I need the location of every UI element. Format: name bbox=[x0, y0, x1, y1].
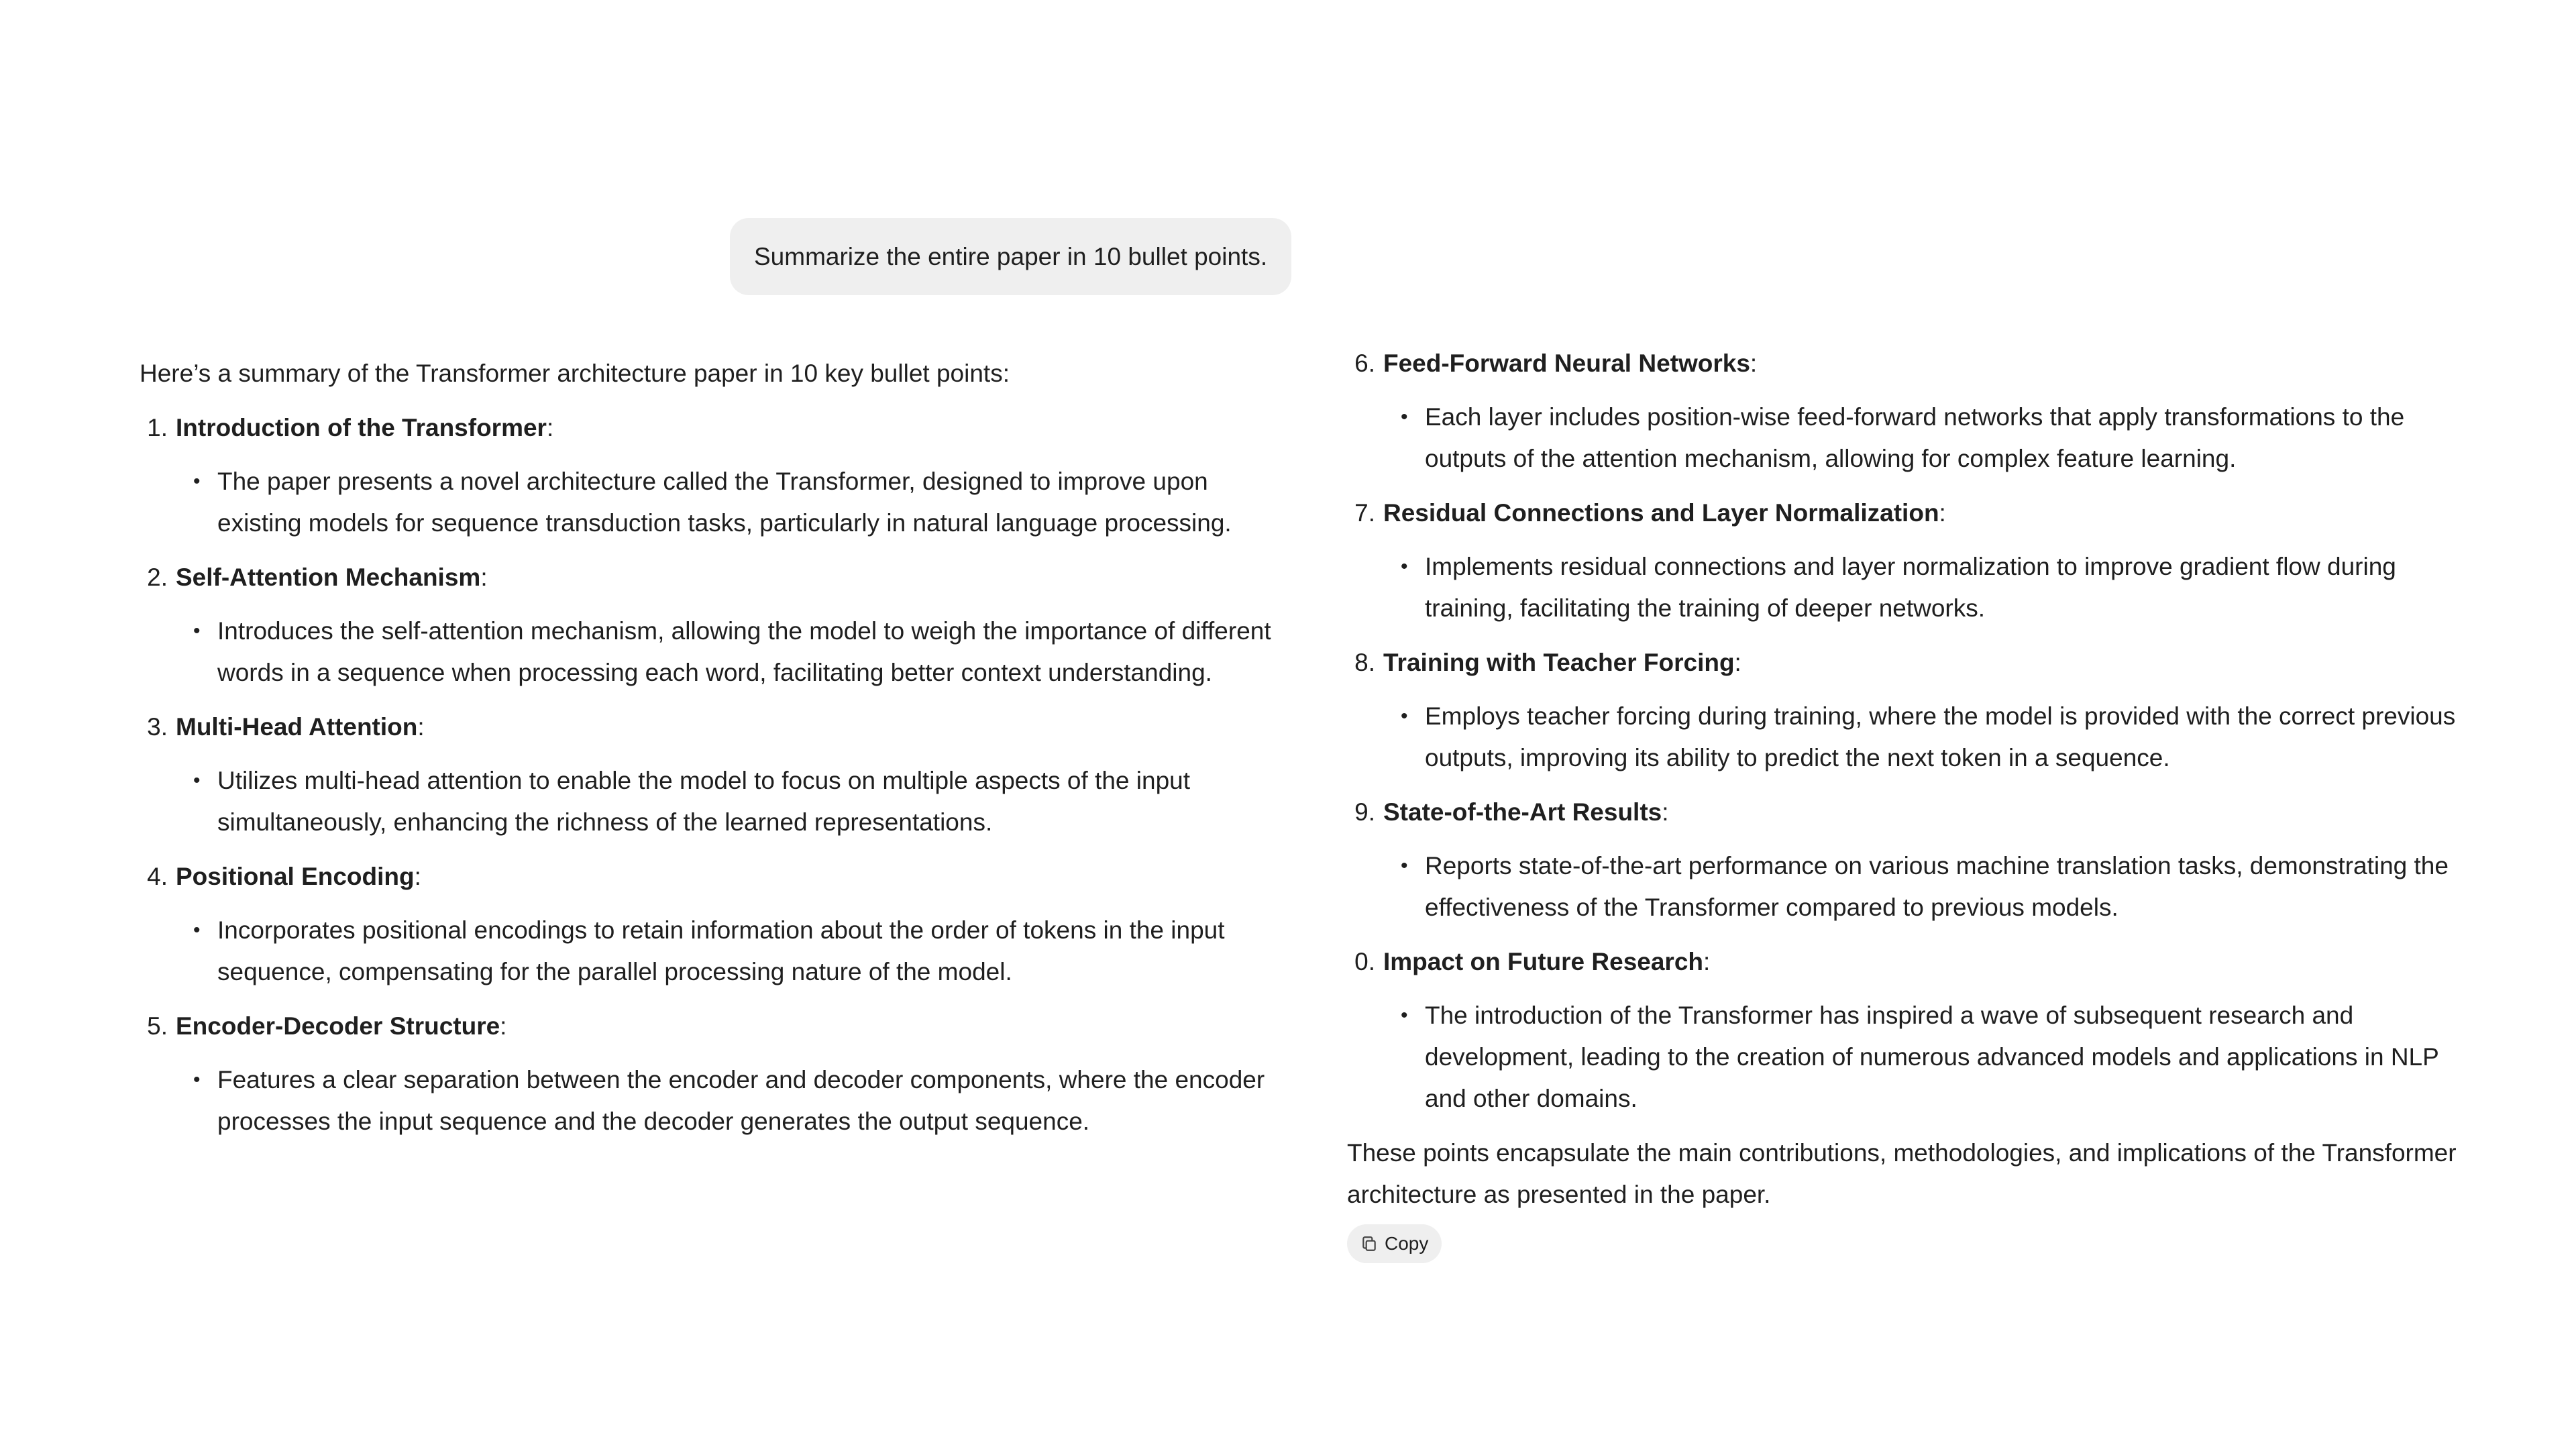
list-item bbox=[1347, 642, 2474, 779]
list-item-title: Introduction of the Transformer bbox=[176, 414, 547, 441]
list-item-colon: : bbox=[480, 564, 488, 591]
list-item-number: 8. bbox=[1354, 649, 1375, 676]
list-item-heading bbox=[1347, 941, 2474, 983]
list-item-text: Reports state-of-the-art performance on various machine translation tasks, demonstrating the effectiveness of the Transformer compared to previous models. bbox=[1425, 852, 2449, 921]
list-item-bullet bbox=[140, 910, 1293, 993]
list-item-title: Positional Encoding bbox=[176, 863, 415, 890]
response-column-right bbox=[1347, 343, 2474, 1265]
list-item-number: 9. bbox=[1354, 798, 1375, 826]
list-item bbox=[1347, 343, 2474, 480]
list-item-text: Each layer includes position-wise feed-forward networks that apply transformations to the outputs of the attention mechanism, allowing for complex feature learning. bbox=[1425, 403, 2405, 472]
list-item-title: Impact on Future Research bbox=[1383, 948, 1704, 975]
list-item-heading bbox=[140, 856, 1293, 898]
list-item-number: 3. bbox=[147, 713, 168, 741]
list-item-bullet bbox=[140, 760, 1293, 843]
list-item-heading bbox=[1347, 492, 2474, 534]
list-item-bullet bbox=[1347, 845, 2474, 928]
list-item-colon: : bbox=[1734, 649, 1741, 676]
bullet-dot: • bbox=[1401, 855, 1408, 877]
list-item-title: Feed-Forward Neural Networks bbox=[1383, 350, 1750, 377]
bullet-dot: • bbox=[1401, 555, 1408, 578]
list-item-colon: : bbox=[500, 1012, 507, 1040]
list-item-bullet bbox=[1347, 696, 2474, 779]
list-item-heading bbox=[1347, 792, 2474, 833]
list-item-heading bbox=[140, 1006, 1293, 1047]
list-item-text: The paper presents a novel architecture called the Transformer, designed to improve upon existing models for sequence transduction tasks, particularly in natural language processing. bbox=[217, 468, 1232, 537]
list-item-number: 1. bbox=[147, 414, 168, 441]
list-item-title: Encoder-Decoder Structure bbox=[176, 1012, 500, 1040]
list-item-text: Incorporates positional encodings to retain information about the order of tokens in the input sequence, compensating for the parallel processing nature of the model. bbox=[217, 916, 1225, 985]
response-closing: These points encapsulate the main contributions, methodologies, and implications of the Transformer architecture as presented in the paper. bbox=[1347, 1139, 2457, 1208]
bullet-dot: • bbox=[1401, 406, 1408, 428]
list-item-number: 5. bbox=[147, 1012, 168, 1040]
list-item bbox=[140, 1006, 1293, 1142]
copy-icon bbox=[1360, 1235, 1378, 1252]
list-item-number: 4. bbox=[147, 863, 168, 890]
bullet-dot: • bbox=[193, 919, 201, 941]
list-item-colon: : bbox=[414, 863, 421, 890]
list-item-heading bbox=[140, 557, 1293, 598]
list-item bbox=[140, 407, 1293, 544]
bullet-dot: • bbox=[193, 620, 201, 642]
list-item-title: Self-Attention Mechanism bbox=[176, 564, 481, 591]
list-item-number: 2. bbox=[147, 564, 168, 591]
list-item-text: Features a clear separation between the encoder and decoder components, where the encoder processes the input sequence and the decoder generates the output sequence. bbox=[217, 1066, 1265, 1135]
list-item-text: Implements residual connections and layer normalization to improve gradient flow during training, facilitating the training of deeper networks. bbox=[1425, 553, 2396, 622]
response-column-left bbox=[140, 353, 1293, 1155]
list-item-title: Residual Connections and Layer Normalization bbox=[1383, 499, 1939, 527]
list-item-bullet bbox=[140, 461, 1293, 544]
list-item-bullet bbox=[1347, 546, 2474, 629]
copy-button-label: Copy bbox=[1385, 1233, 1429, 1254]
list-item-colon: : bbox=[1662, 798, 1669, 826]
bullet-dot: • bbox=[1401, 705, 1408, 727]
list-item-colon: : bbox=[1750, 350, 1758, 377]
list-item-heading bbox=[1347, 343, 2474, 384]
list-item-text: Employs teacher forcing during training, where the model is provided with the correct previous outputs, improving its ability to predict the next token in a sequence. bbox=[1425, 702, 2456, 771]
copy-button[interactable] bbox=[1347, 1224, 1442, 1263]
user-prompt-bubble bbox=[730, 218, 1291, 295]
bullet-dot: • bbox=[193, 1069, 201, 1091]
list-item-title: Training with Teacher Forcing bbox=[1383, 649, 1735, 676]
bullet-dot: • bbox=[1401, 1004, 1408, 1026]
list-item-bullet bbox=[1347, 396, 2474, 480]
user-prompt-text: Summarize the entire paper in 10 bullet points. bbox=[754, 242, 1268, 270]
list-item-text: Introduces the self-attention mechanism, allowing the model to weigh the importance of different words in a sequence when processing each word, facilitating better context understanding. bbox=[217, 617, 1271, 686]
list-item-colon: : bbox=[546, 414, 554, 441]
list-item-colon: : bbox=[1939, 499, 1946, 527]
list-item bbox=[1347, 792, 2474, 928]
list-item bbox=[140, 706, 1293, 843]
list-item bbox=[140, 856, 1293, 993]
list-item-bullet bbox=[140, 1059, 1293, 1142]
list-item-colon: : bbox=[417, 713, 425, 741]
list-item-number: 6. bbox=[1354, 350, 1375, 377]
list-item-heading bbox=[140, 407, 1293, 449]
list-item-bullet bbox=[1347, 995, 2474, 1120]
list-item-title: Multi-Head Attention bbox=[176, 713, 418, 741]
response-intro: Here’s a summary of the Transformer architecture paper in 10 key bullet points: bbox=[140, 360, 1010, 387]
bullet-dot: • bbox=[193, 470, 201, 492]
list-item-text: The introduction of the Transformer has inspired a wave of subsequent research and development, leading to the creation of numerous advanced models and applications in NLP and other domains. bbox=[1425, 1002, 2439, 1112]
list-item-colon: : bbox=[1703, 948, 1711, 975]
list-item-heading bbox=[140, 706, 1293, 748]
list-item-title: State-of-the-Art Results bbox=[1383, 798, 1662, 826]
list-item bbox=[140, 557, 1293, 694]
list-item-text: Utilizes multi-head attention to enable the model to focus on multiple aspects of the input simultaneously, enhancing the richness of the learned representations. bbox=[217, 767, 1191, 836]
list-item-bullet bbox=[140, 610, 1293, 694]
list-item bbox=[1347, 941, 2474, 1120]
bullet-dot: • bbox=[193, 769, 201, 792]
list-item-number: 7. bbox=[1354, 499, 1375, 527]
list-item-heading bbox=[1347, 642, 2474, 684]
list-item bbox=[1347, 492, 2474, 629]
list-item-number: 0. bbox=[1354, 948, 1375, 975]
